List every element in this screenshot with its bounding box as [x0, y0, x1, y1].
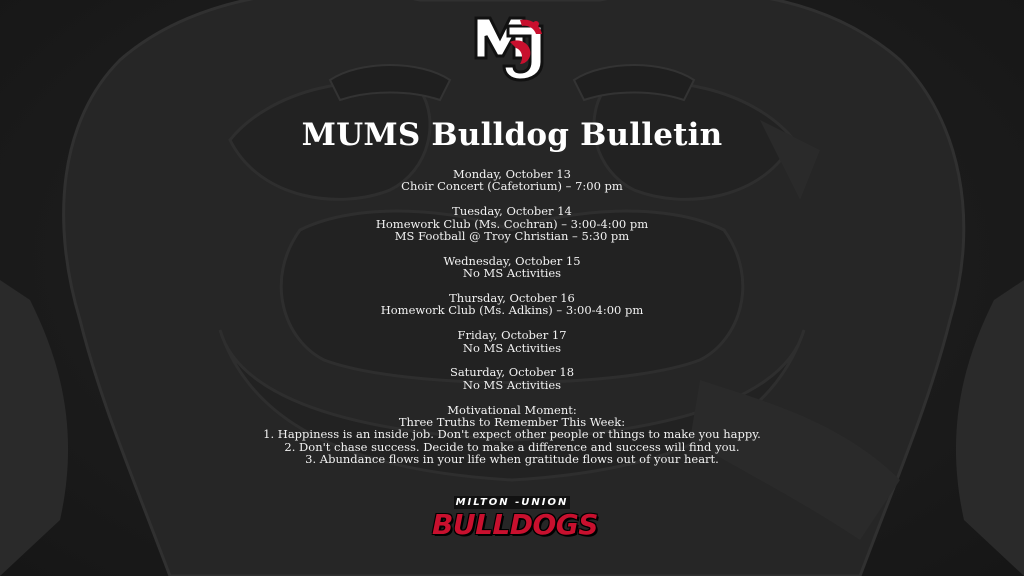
schedule-day-monday: [0, 168, 1024, 193]
event-item: Homework Club (Ms. Adkins) – 3:00-4:00 pm: [380, 303, 644, 318]
logo-top-text: MILTON -UNION: [455, 497, 569, 508]
event-item: Choir Concert (Cafetorium) – 7:00 pm: [401, 179, 623, 194]
mu-logo: [470, 12, 554, 84]
motivation-item: 2. Don't chase success. Decide to make a difference and success will find you.: [284, 439, 740, 454]
day-heading: Tuesday, October 14: [452, 204, 572, 219]
event-item: MS Football @ Troy Christian – 5:30 pm: [394, 229, 630, 244]
schedule-day-wednesday: [0, 255, 1024, 280]
motivation-item: 1. Happiness is an inside job. Don't expect other people or things to make you happy.: [263, 427, 761, 442]
motivation-item: 3. Abundance flows in your life when gratitude flows out of your heart.: [305, 452, 719, 467]
page-title: MUMS Bulldog Bulletin: [301, 117, 723, 153]
schedule-day-tuesday: [0, 205, 1024, 242]
event-item: No MS Activities: [462, 266, 562, 281]
day-heading: Monday, October 13: [453, 167, 571, 181]
day-heading: Wednesday, October 15: [443, 253, 581, 268]
day-heading: Friday, October 17: [457, 328, 567, 343]
event-item: No MS Activities: [462, 377, 562, 392]
motivation-subheading: Three Truths to Remember This Week:: [398, 415, 626, 430]
event-item: Homework Club (Ms. Cochran) – 3:00-4:00 pm: [375, 216, 649, 231]
logo-main-text: BULLDOGS: [432, 508, 598, 541]
schedule-day-thursday: [0, 292, 1024, 317]
weekly-schedule: [0, 168, 1024, 466]
day-heading: Thursday, October 16: [449, 291, 575, 306]
motivation-heading: Motivational Moment:: [447, 402, 577, 417]
day-heading: Saturday, October 18: [449, 365, 575, 380]
motivational-moment: [0, 404, 1024, 466]
milton-union-bulldogs-logo: [432, 496, 598, 544]
schedule-day-friday: [0, 329, 1024, 354]
schedule-day-saturday: [0, 366, 1024, 391]
event-item: No MS Activities: [462, 340, 562, 355]
